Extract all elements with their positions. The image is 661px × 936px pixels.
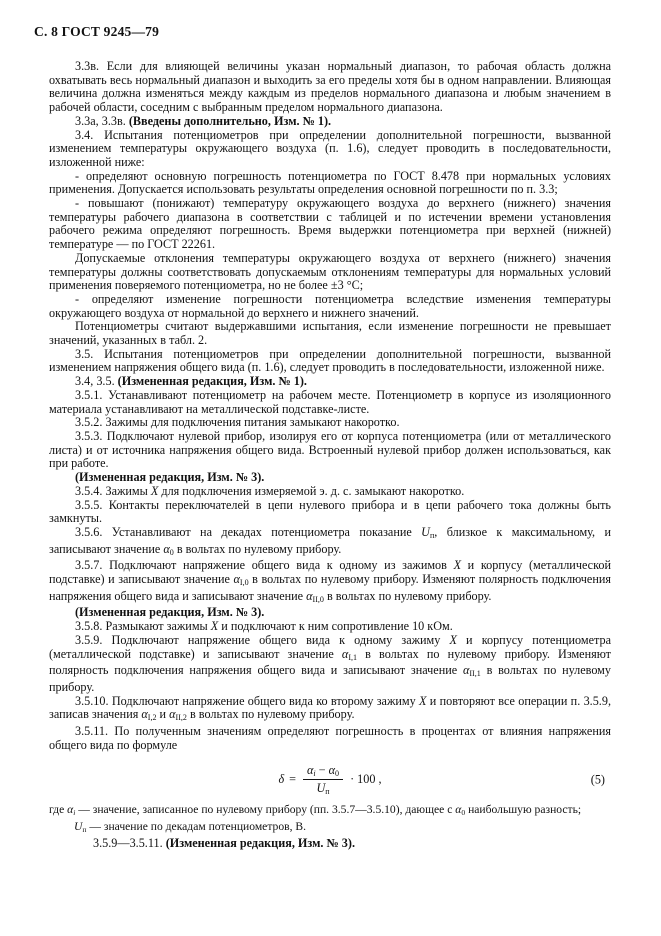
subscript: I,1 <box>348 652 358 662</box>
where-line-alpha <box>49 803 611 820</box>
text-run: α <box>307 763 314 778</box>
text-run: - определяют изменение погрешности потенциометра вследствие изменения температуры окружающего воздуха от нормальной до верхнего и нижнего значений. <box>49 291 611 320</box>
text-run: α <box>462 663 470 678</box>
clause-3-5-10 <box>49 695 611 725</box>
para-allowed-deviations <box>49 252 611 293</box>
text-run: 3.4. Испытания потенциометров при определении дополнительной погрешности, вызванной изменением температуры окружающего воздуха (п. 1.6), следует проводить в последовательности, изложенной ниже: <box>49 127 611 169</box>
clause-3-5-3 <box>49 430 611 471</box>
subscript: 0 <box>169 547 174 557</box>
text-run: в вольтах по нулевому прибору. <box>173 541 342 556</box>
clause-3-4-3-5-note <box>49 375 611 389</box>
fraction-numerator <box>303 763 343 780</box>
text-run: Потенциометры считают выдержавшими испытания, если изменение погрешности не превышает значений, указанных в табл. 2. <box>49 319 611 348</box>
clause-3-5-8 <box>49 620 611 634</box>
clause-3-3a-3-3v-note <box>49 115 611 129</box>
subscript: II,2 <box>175 713 187 723</box>
equals-sign: = <box>289 772 296 787</box>
text-run: — значение по декадам потенциометров, В. <box>86 820 307 834</box>
text-run: X <box>210 619 219 634</box>
text-run: α <box>233 572 240 587</box>
where-line-note <box>93 837 611 851</box>
text-run: (Введены дополнительно, Изм. № 1). <box>128 113 332 128</box>
note-changed-edition-izm-3 <box>49 471 611 485</box>
clause-3-5-1 <box>49 389 611 416</box>
text-run: (Измененная редакция, Изм. № 3). <box>75 605 265 620</box>
text-run: где <box>49 803 68 817</box>
document-body <box>49 60 611 850</box>
text-run: 3.5.5. Контакты переключателей в цепи нулевого прибора и в цепи рабочего тока должны быть замкнуты. <box>49 497 611 526</box>
formula-expression <box>278 763 381 796</box>
text-run: α <box>67 803 74 817</box>
text-run: и корпусу (металлической подставке) и записывают значение <box>49 558 611 587</box>
clause-3-4 <box>49 129 611 170</box>
subscript: I,2 <box>147 713 157 723</box>
text-run: 3.5.4. Зажимы <box>75 483 151 498</box>
clause-3-5 <box>49 348 611 375</box>
list-item-raise-lower-temperature <box>49 197 611 252</box>
text-run: α <box>328 763 336 778</box>
text-run: в вольтах по нулевому прибору. <box>323 588 492 603</box>
list-item-determine-error-change <box>49 293 611 320</box>
text-run: (Измененная редакция, Изм. № 3). <box>75 470 265 485</box>
text-run: X <box>453 558 462 573</box>
text-run: X <box>419 693 427 708</box>
text-run: 3.5. Испытания потенциометров при определении дополнительной погрешности, вызванной изменением напряжения общего вида (п. 1.6), следует проводить в последовательности, изложенной ниже. <box>49 346 611 375</box>
text-run: 3.5.9—3.5.11. <box>93 835 166 850</box>
fraction <box>303 763 343 796</box>
clause-3-5-2 <box>49 416 611 430</box>
list-item-determine-basic-error <box>49 170 611 197</box>
clause-3-5-6 <box>49 526 611 559</box>
subscript: I,0 <box>239 578 249 588</box>
text-run: в вольтах по нулевому прибору. Изменяют полярность подключения напряжения общего вида и записывают значение <box>49 572 611 603</box>
formula-delta: δ <box>278 772 285 787</box>
formula-number: (5) <box>590 772 605 787</box>
subscript: п <box>82 824 87 834</box>
text-run: (Измененная редакция, Изм. № 1). <box>117 374 307 389</box>
clause-3-3v <box>49 60 611 115</box>
subscript: 0 <box>335 769 340 779</box>
text-run: для подключения измеряемой э. д. с. замыкают накоротко. <box>158 483 465 498</box>
text-run: 3.3в. Если для влияющей величины указан нормальный диапазон, то рабочая область должна охватывать весь нормальный диапазон и выходить за его пределы хотя бы в одном направлении. Влияющая величина должна изменяться между каждым из пределов нормального диапазона и любым значением в рабочей области, соседним с выбранным пределом нормального диапазона. <box>49 59 611 115</box>
text-run: 3.4, 3.5. <box>75 374 118 389</box>
text-run: α <box>169 707 176 722</box>
text-run: и повторяют все операции п. 3.5.9, записав значения <box>49 693 611 722</box>
text-run: и корпусу потенциометра (металлической подставке) и записывают значение <box>49 632 611 661</box>
text-run: 3.5.6. Устанавливают на декадах потенциометра показание <box>75 524 422 539</box>
text-run: в вольтах по нулевому прибору. Изменяют полярность подключения напряжения общего вида и записывают значение <box>49 646 611 678</box>
text-run: α <box>141 707 148 722</box>
text-run: , близкое к максимальному, и записывают значение <box>49 524 611 556</box>
text-run: α <box>455 803 462 817</box>
formula-multiplier: · 100 , <box>350 772 382 787</box>
text-run: U <box>316 781 326 796</box>
text-run: — значение, записанное по нулевому прибору (пп. 3.5.7—3.5.10), дающее с <box>75 803 456 817</box>
text-run: и <box>156 707 170 722</box>
clause-3-5-7 <box>49 559 611 606</box>
subscript: i <box>313 769 316 779</box>
clause-3-5-4 <box>49 485 611 499</box>
clause-3-5-9 <box>49 634 611 695</box>
subscript: п <box>429 530 435 540</box>
text-run: и подключают к ним сопротивление 10 кОм. <box>218 619 453 634</box>
subscript: п <box>325 787 330 797</box>
text-run: α <box>306 588 313 603</box>
text-run: U <box>74 820 83 834</box>
text-run: 3.5.3. Подключают нулевой прибор, изолируя его от корпуса потенциометра (или от металлического листа) и от источника напряжения общего вида. Встроенный нулевой прибор должен использоваться, как при работе. <box>49 428 611 471</box>
text-run: 3.5.10. Подключают напряжение общего вида ко второму зажиму <box>75 693 420 708</box>
subscript: i <box>73 808 76 818</box>
where-line-u <box>74 820 611 837</box>
text-run: наибольшую разность; <box>465 803 582 817</box>
text-run: X <box>150 483 159 498</box>
text-run: в вольтах по нулевому прибору. <box>49 663 611 694</box>
text-run: 3.5.7. Подключают напряжение общего вида к одному из зажимов <box>75 558 454 573</box>
subscript: II,0 <box>312 594 324 604</box>
text-run: 3.5.8. Размыкают зажимы <box>75 619 211 634</box>
clause-3-5-5 <box>49 499 611 526</box>
page-header: С. 8 ГОСТ 9245—79 <box>34 24 160 39</box>
clause-3-5-11 <box>49 725 611 752</box>
text-run: α <box>163 541 170 556</box>
text-run: 3.3а, 3.3в. <box>75 113 129 128</box>
text-run: - определяют основную погрешность потенциометра по ГОСТ 8.478 при нормальных условиях применения. Допускается использовать результаты определения основной погрешности по п. 3.3; <box>49 168 611 197</box>
text-run: 3.5.1. Устанавливают потенциометр на рабочем месте. Потенциометр в корпусе из изоляционного материала устанавливают на металлической подставке-листе. <box>49 387 611 416</box>
fraction-denominator <box>303 780 343 796</box>
text-run: в вольтах по нулевому прибору. <box>186 707 355 722</box>
text-run: Допускаемые отклонения температуры окружающего воздуха от верхнего (нижнего) значения температуры должны соответствовать допускаемым отклонениям температуры для нормальных условий применения поверяемого потенциометра, но не более ±3 °С; <box>49 250 611 293</box>
text-run: 3.5.9. Подключают напряжение общего вида к одному зажиму <box>75 632 450 647</box>
text-run: U <box>421 524 430 539</box>
note-changed-edition-izm-3 <box>49 606 611 620</box>
subscript: 0 <box>461 808 466 818</box>
text-run: 3.5.2. Зажимы для подключения питания замыкают накоротко. <box>75 415 400 430</box>
para-test-pass-criteria <box>49 320 611 347</box>
formula <box>49 763 611 796</box>
text-run: 3.5.11. По полученным значениям определяют погрешность в процентах от влияния напряжения общего вида по формуле <box>49 724 611 752</box>
text-run: − <box>315 763 329 778</box>
text-run: - повышают (понижают) температуру окружающего воздуха до верхнего (нижнего) значения температуры рабочего диапазона в соответствии с таблицей и по истечении времени установления рабочего режима определяют погрешность. Время выдержки потенциометра при верхней (нижней) температуре — по ГОСТ 22261. <box>49 196 611 252</box>
text-run: (Измененная редакция, Изм. № 3). <box>165 835 356 850</box>
text-run: X <box>449 632 457 647</box>
subscript: II,1 <box>469 669 481 679</box>
text-run: α <box>341 646 349 661</box>
